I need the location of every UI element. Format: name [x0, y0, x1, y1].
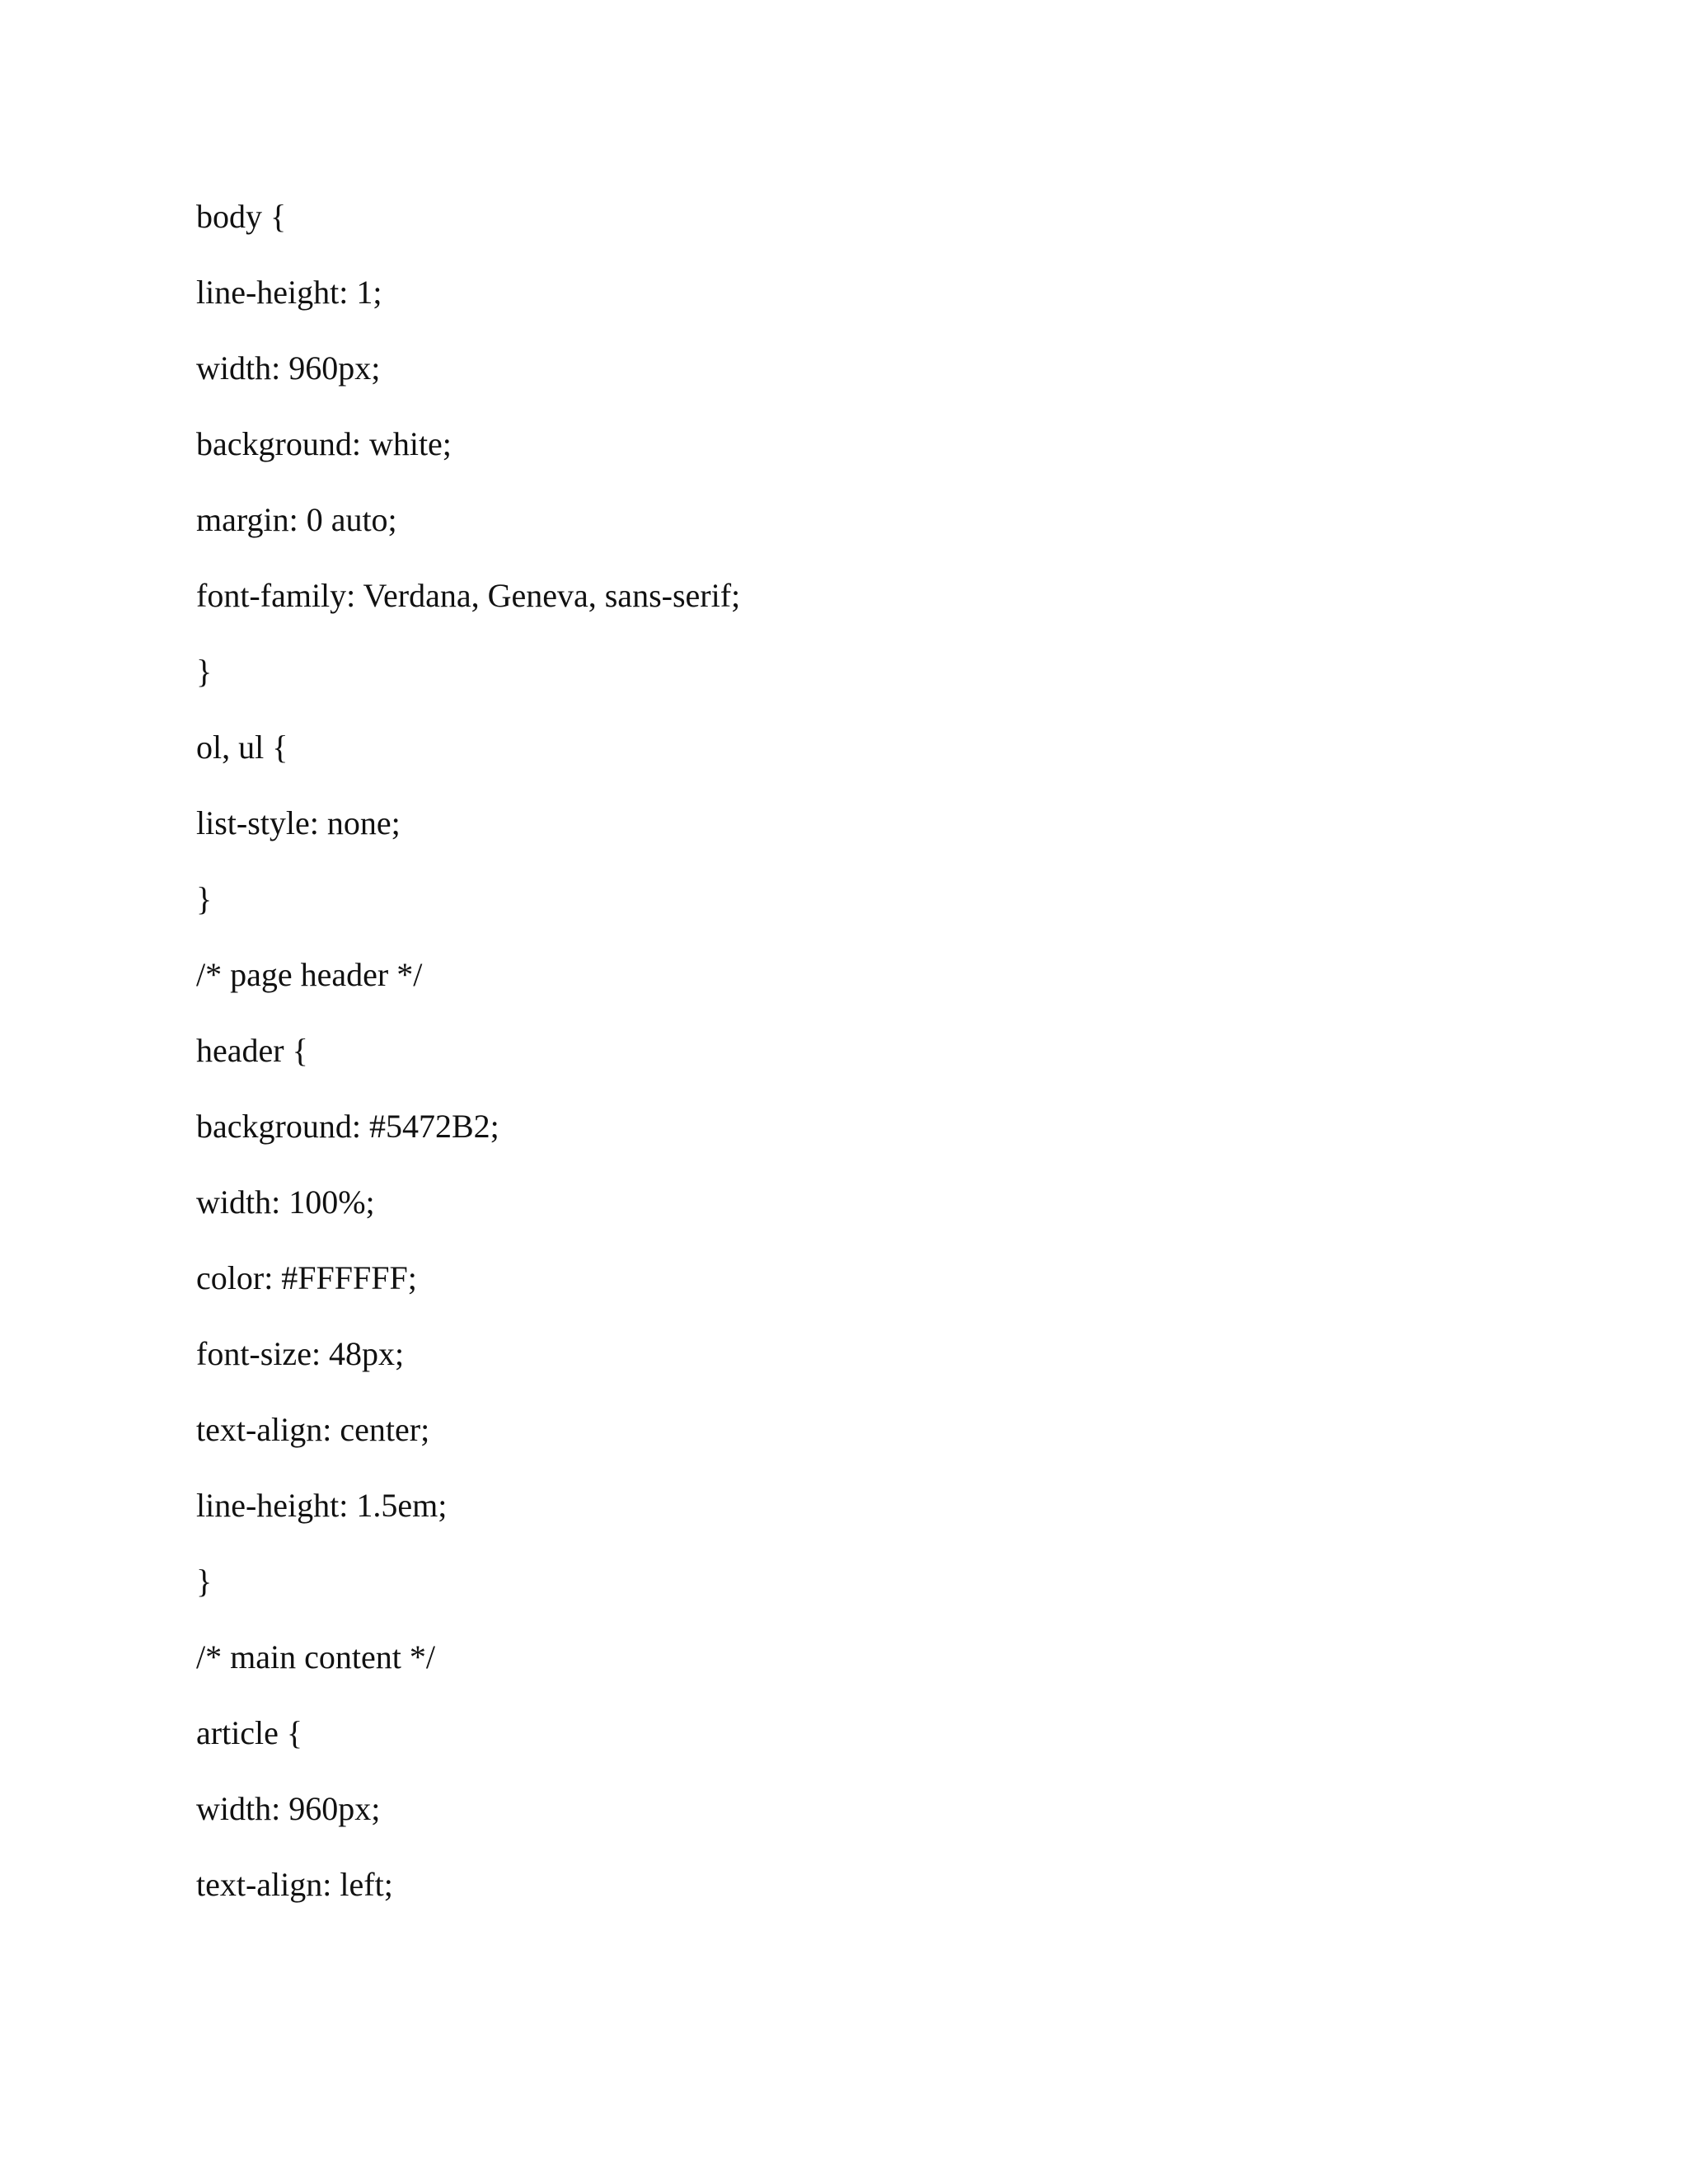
code-line: color: #FFFFFF; [196, 1259, 417, 1296]
code-line: font-family: Verdana, Geneva, sans-serif; [196, 577, 741, 614]
code-line: margin: 0 auto; [196, 501, 397, 538]
code-line: line-height: 1; [196, 274, 382, 311]
code-line: text-align: center; [196, 1411, 430, 1448]
code-line: text-align: left; [196, 1866, 393, 1903]
code-line: width: 960px; [196, 1790, 381, 1827]
css-code-listing [196, 188, 740, 1932]
code-line: ol, ul { [196, 729, 288, 766]
code-line: font-size: 48px; [196, 1335, 405, 1372]
code-line: } [196, 1563, 213, 1600]
code-line: background: white; [196, 425, 452, 462]
code-line: background: #5472B2; [196, 1108, 499, 1145]
code-line: list-style: none; [196, 804, 401, 841]
code-line: body { [196, 198, 287, 235]
code-line: width: 100%; [196, 1183, 375, 1221]
code-line: article { [196, 1714, 303, 1751]
code-line: width: 960px; [196, 349, 381, 387]
code-line: } [196, 880, 213, 917]
code-line: line-height: 1.5em; [196, 1487, 448, 1524]
code-line: header { [196, 1032, 308, 1069]
code-comment: /* page header */ [196, 956, 423, 993]
code-comment: /* main content */ [196, 1638, 435, 1675]
code-line: } [196, 653, 213, 690]
